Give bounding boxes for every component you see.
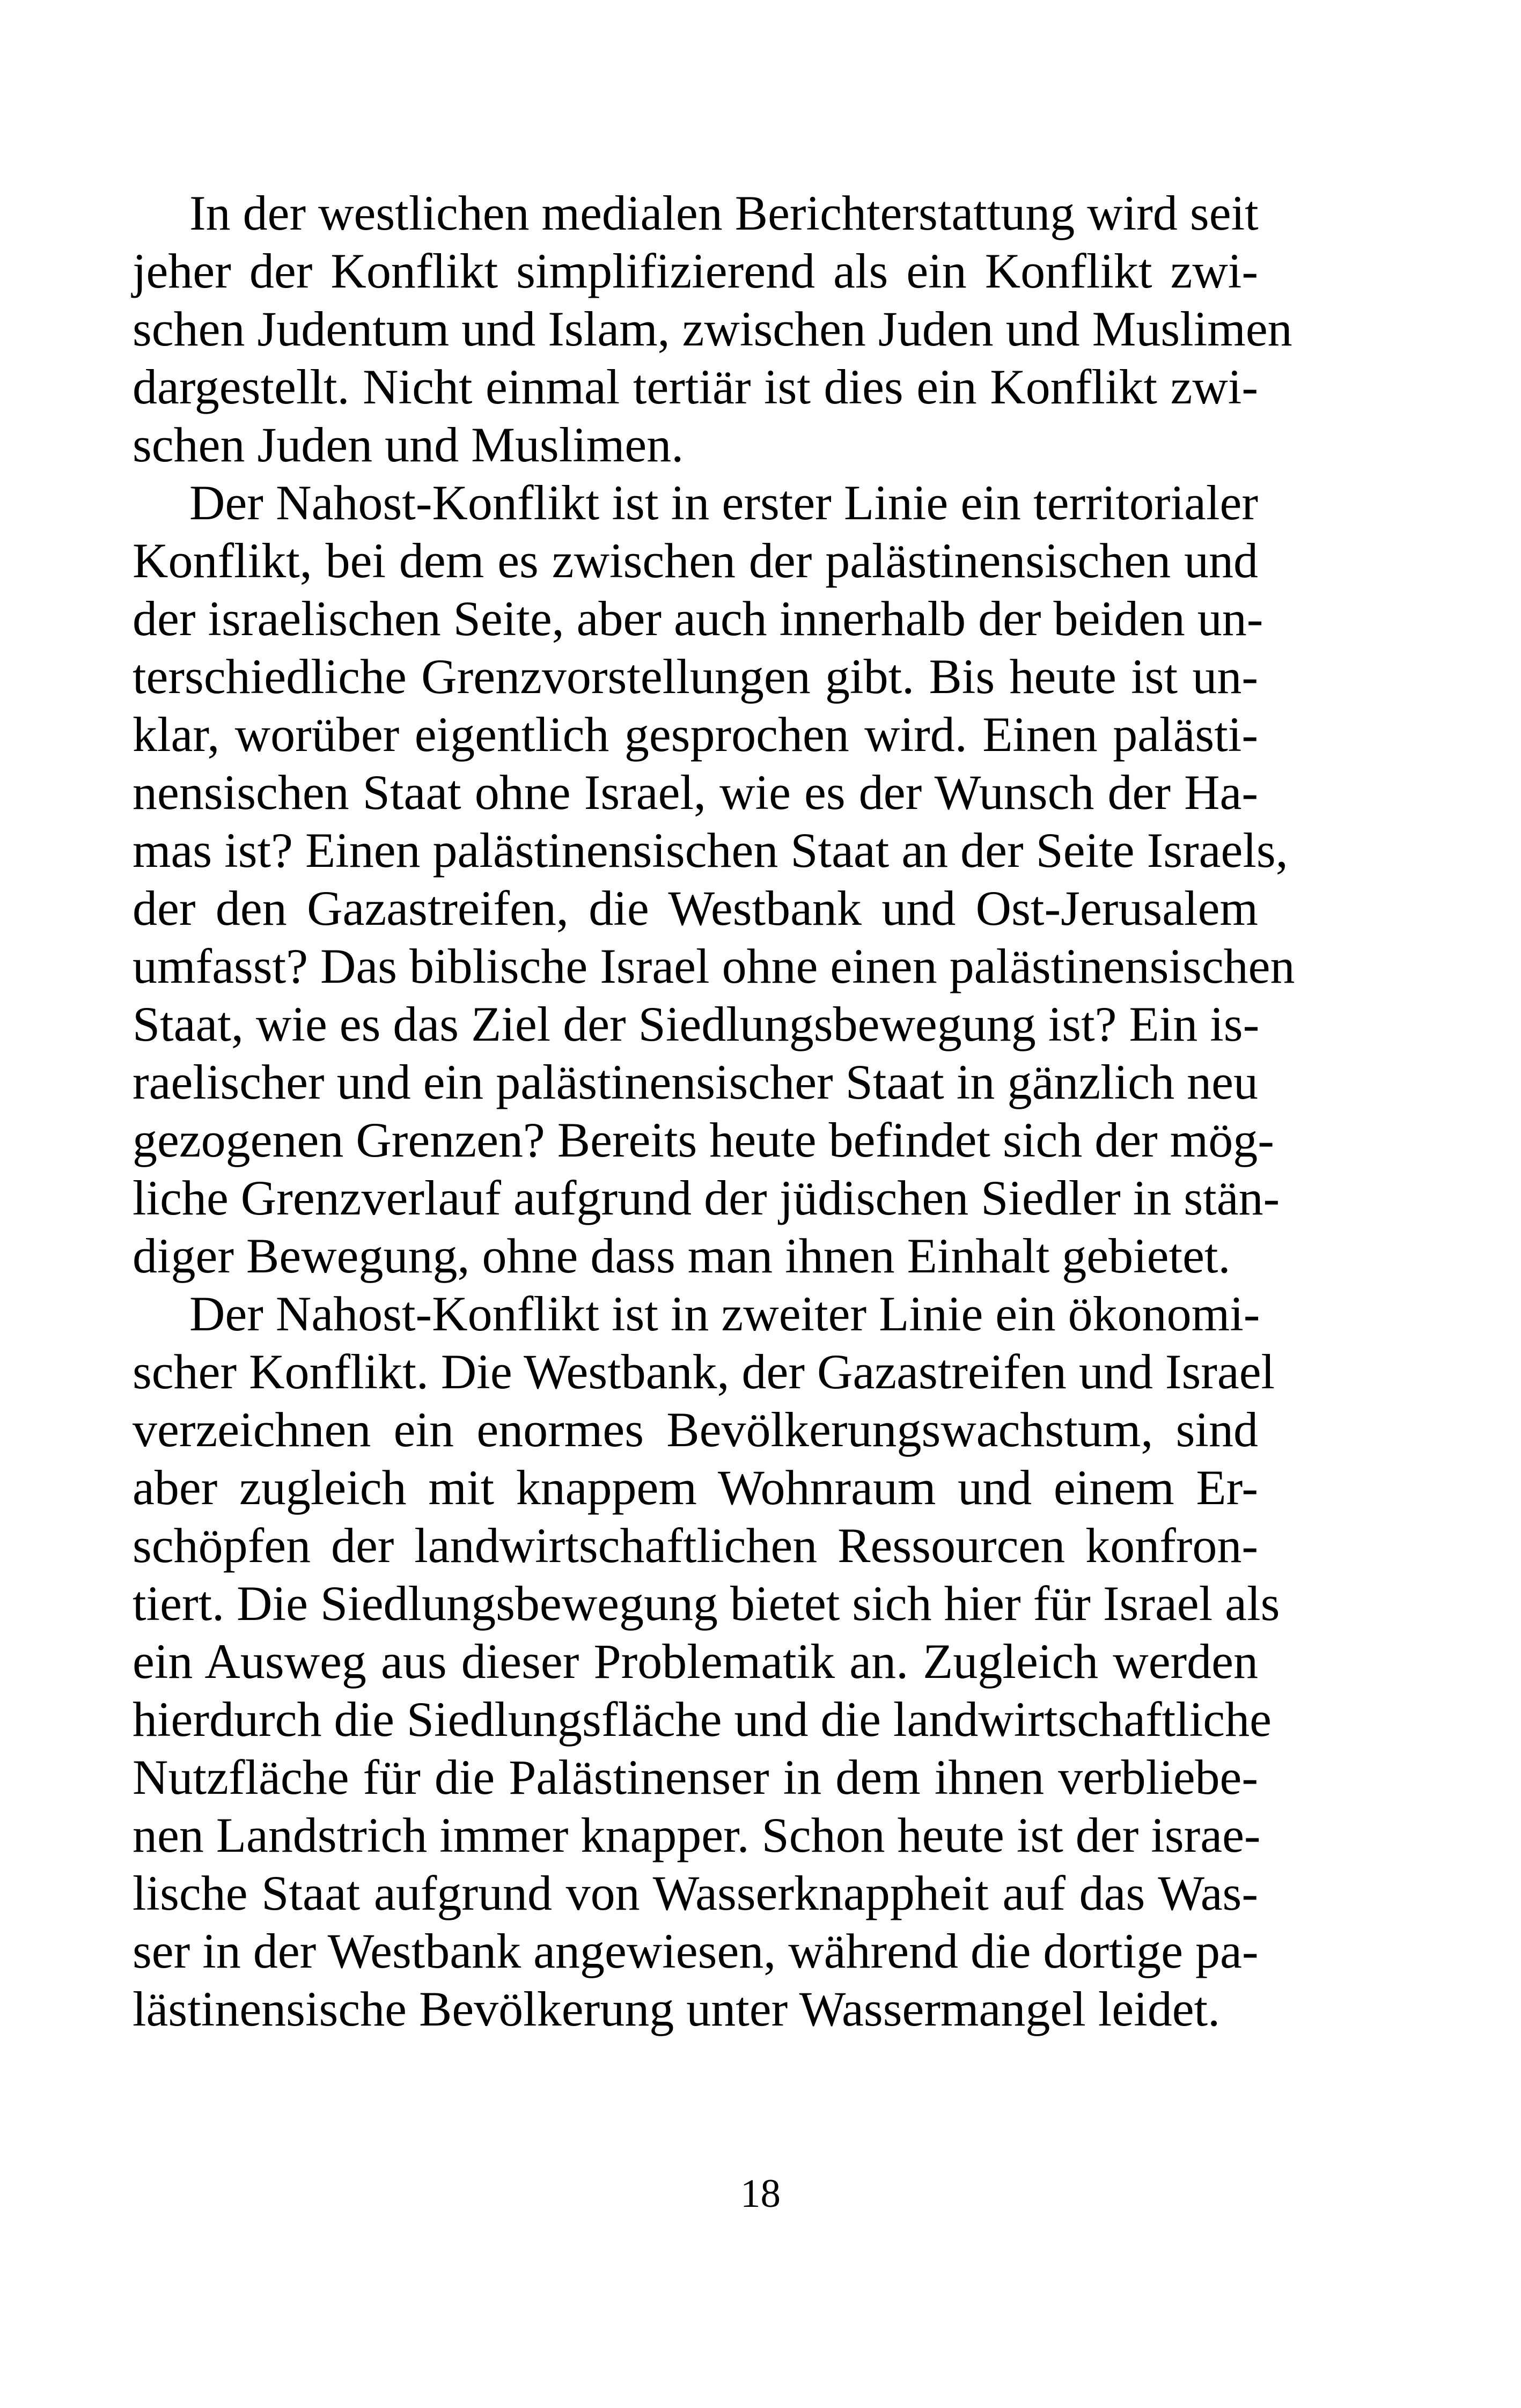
text-line: schen Judentum und Islam, zwischen Juden und Muslimen [133,301,1292,356]
page-number: 18 [740,2171,781,2216]
body-text [133,184,1295,2038]
text-line: Der Nahost-Konflikt ist in zweiter Linie ein ökonomi- [189,1286,1260,1341]
text-line: verzeichnen ein enormes Bevölkerungswachstum, sind [133,1402,1258,1457]
text-line: lische Staat aufgrund von Wasserknappheit auf das Was- [133,1866,1258,1920]
text-line: Der Nahost-Konflikt ist in erster Linie ein territorialer [189,475,1258,530]
text-line: schöpfen der landwirtschaftlichen Ressourcen konfron- [133,1518,1258,1573]
text-line: dargestellt. Nicht einmal tertiär ist dies ein Konflikt zwi- [133,359,1258,414]
text-line: jeher der Konflikt simplifizierend als ein Konflikt zwi- [133,244,1258,298]
text-line: In der westlichen medialen Berichterstattung wird seit [189,186,1259,240]
text-line: Staat, wie es das Ziel der Siedlungsbewegung ist? Ein is- [133,997,1260,1051]
text-line: terschiedliche Grenzvorstellungen gibt. Bis heute ist un- [133,649,1258,704]
text-line: gezogenen Grenzen? Bereits heute befindet sich der mög- [133,1113,1274,1167]
text-line: diger Bewegung, ohne dass man ihnen Einhalt gebietet. [133,1228,1231,1283]
text-line: schen Juden und Muslimen. [133,417,684,472]
text-line: Nutzfläche für die Palästinenser in dem ihnen verbliebe- [133,1750,1258,1805]
text-line: Konflikt, bei dem es zwischen der palästinensischen und [133,533,1258,588]
text-line: nensischen Staat ohne Israel, wie es der Wunsch der Ha- [133,765,1258,820]
text-line: der den Gazastreifen, die Westbank und Ost-Jerusalem [133,881,1258,936]
text-line: tiert. Die Siedlungsbewegung bietet sich hier für Israel als [133,1576,1280,1631]
text-line: scher Konflikt. Die Westbank, der Gazastreifen und Israel [133,1344,1275,1399]
text-line: nen Landstrich immer knapper. Schon heute ist der israe- [133,1808,1261,1862]
text-line: mas ist? Einen palästinensischen Staat an der Seite Israels, [133,823,1288,878]
text-line: raelischer und ein palästinensischer Staat in gänzlich neu [133,1055,1258,1109]
text-line: liche Grenzverlauf aufgrund der jüdischen Siedler in stän- [133,1170,1280,1225]
text-line: lästinensische Bevölkerung unter Wassermangel leidet. [133,1982,1221,2036]
text-line: aber zugleich mit knappem Wohnraum und einem Er- [133,1460,1258,1515]
text-line: ein Ausweg aus dieser Problematik an. Zugleich werden [133,1634,1258,1689]
text-line: ser in der Westbank angewiesen, während die dortige pa- [133,1924,1259,1978]
text-line: umfasst? Das biblische Israel ohne einen palästinensischen [133,939,1295,993]
text-line: der israelischen Seite, aber auch innerhalb der beiden un- [133,591,1263,646]
text-line: hierdurch die Siedlungsfläche und die landwirtschaftliche [133,1692,1272,1747]
text-line: klar, worüber eigentlich gesprochen wird. Einen palästi- [133,707,1258,762]
